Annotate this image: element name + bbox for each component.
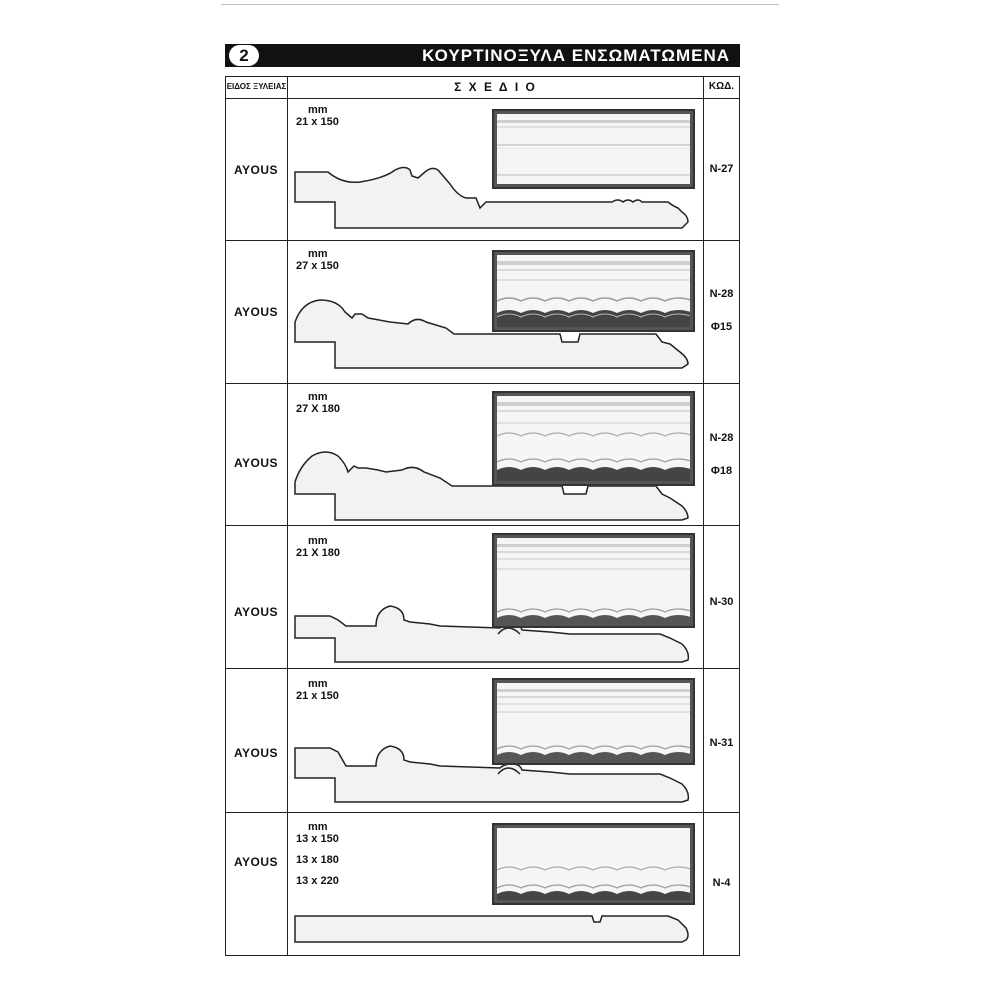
wood-type: AYOUS [233, 305, 279, 319]
dimension-value: 21 X 180 [296, 547, 341, 559]
wood-type: AYOUS [233, 855, 279, 869]
product-photo [492, 250, 695, 332]
title-banner [225, 44, 740, 67]
wood-type: AYOUS [233, 746, 279, 760]
column-header-code: ΚΩΔ. [708, 81, 735, 92]
column-header-design: Σ Χ Ε Δ Ι Ο [454, 80, 537, 94]
product-photo [492, 678, 695, 765]
wood-type: AYOUS [233, 456, 279, 470]
dimension-value: 21 x 150 [296, 690, 339, 702]
moulding-photo-render [497, 255, 690, 327]
code-value: N-31 [709, 737, 734, 749]
product-code [705, 737, 738, 750]
wood-type: AYOUS [233, 163, 279, 177]
unit-label: mm [308, 248, 328, 260]
moulding-photo-render [497, 114, 690, 184]
unit-label: mm [308, 391, 328, 403]
dimensions [296, 821, 339, 887]
moulding-photo-render [497, 828, 690, 900]
unit-label: mm [308, 821, 328, 833]
dimensions [296, 535, 340, 559]
column-header-wood: ΕΙΔΟΣ ΞΥΛΕΙΑΣ [226, 82, 287, 91]
code-value: N-4 [712, 877, 731, 889]
dimension-value: 13 x 180 [296, 854, 339, 866]
code-diameter: Φ15 [710, 321, 733, 333]
dimension-value: 27 x 150 [296, 260, 339, 272]
dimensions [296, 248, 339, 272]
moulding-photo-render [497, 538, 690, 623]
code-value: N-28 [709, 432, 734, 444]
dimension-value: 27 X 180 [296, 403, 341, 415]
dimensions [296, 391, 340, 415]
code-value: N-28 [709, 288, 734, 300]
product-photo [492, 391, 695, 486]
product-code [705, 877, 738, 890]
product-code [705, 288, 738, 334]
code-diameter: Φ18 [710, 465, 733, 477]
moulding-profile-drawing [290, 910, 695, 950]
product-code [705, 432, 738, 478]
moulding-photo-render [497, 683, 690, 760]
product-code [705, 596, 738, 609]
product-code [705, 163, 738, 176]
product-photo [492, 823, 695, 905]
wood-type: AYOUS [233, 605, 279, 619]
unit-label: mm [308, 678, 328, 690]
dimension-value: 13 x 220 [296, 875, 339, 887]
product-photo [492, 109, 695, 189]
code-value: N-27 [709, 163, 734, 175]
unit-label: mm [308, 535, 328, 547]
moulding-photo-render [497, 396, 690, 481]
dimension-value: 13 x 150 [296, 833, 339, 845]
unit-label: mm [308, 104, 328, 116]
code-value: N-30 [709, 596, 734, 608]
dimensions [296, 104, 339, 128]
top-rule [221, 4, 779, 5]
product-photo [492, 533, 695, 628]
dimension-value: 21 x 150 [296, 116, 339, 128]
page-number-badge: 2 [229, 45, 259, 66]
page-title: ΚΟΥΡΤΙΝΟΞΥΛΑ ΕΝΣΩΜΑΤΩΜΕΝΑ [422, 46, 730, 65]
dimensions [296, 678, 339, 702]
